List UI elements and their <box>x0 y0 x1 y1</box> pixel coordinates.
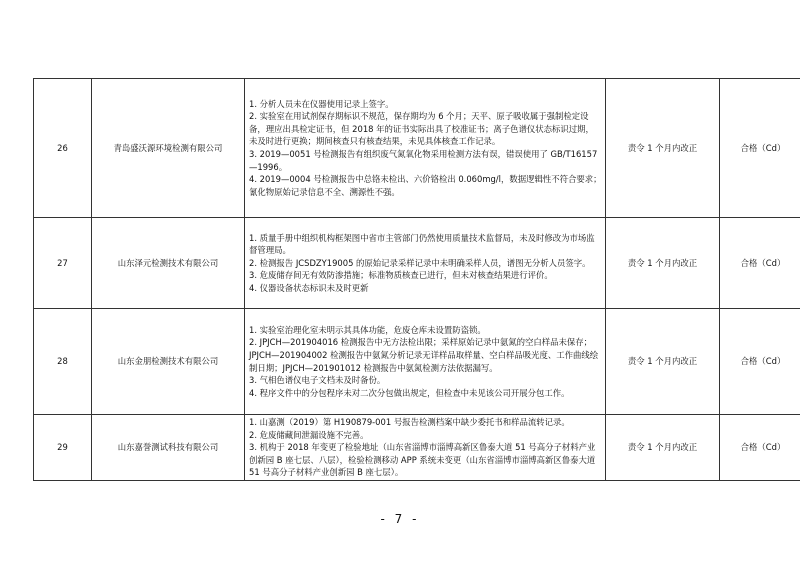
issue-item: 4. 2019—0004 号检测报告中总铬未检出、六价铬检出 0.060mg/l，数据逻辑性不符合要求；氰化物原始记录信息不全、溯源性不强。 <box>249 174 602 197</box>
page-number: - 7 - <box>380 512 420 526</box>
issue-item: 1. 山嘉测（2019）第 H190879-001 号报告检测档案中缺少委托书和样品流转记录。 <box>249 417 570 427</box>
issue-item: 2. 检测报告 JCSDZY19005 的原始记录采样记录中未明确采样人员，谱图无分析人员签字。 <box>249 257 591 268</box>
company-name: 青岛盛沃源环境检测有限公司 <box>92 79 245 218</box>
issue-item: 3. 气相色谱仪电子文档未及时备份。 <box>249 375 386 386</box>
issue-item: 3. 危废储存间无有效防渗措施；标准物质核查已进行，但未对核查结果进行评价。 <box>249 270 553 281</box>
issues-cell <box>245 415 606 481</box>
rectification-action: 责令 1 个月内改正 <box>606 218 720 309</box>
row-number: 27 <box>34 218 92 309</box>
inspection-table <box>33 78 800 481</box>
table-row <box>34 79 800 218</box>
company-name: 山东泽元检测技术有限公司 <box>92 218 245 309</box>
issues-cell <box>245 79 606 218</box>
inspection-result: 合格（Cd） <box>720 309 800 415</box>
rectification-action: 责令 1 个月内改正 <box>606 79 720 218</box>
issue-item: 3. 2019—0051 号检测报告有组织废气氮氧化物采用检测方法有误，错误使用了 GB/T16157—1996。 <box>249 149 598 172</box>
issue-item: 2. JPJCH—201904016 检测报告中无方法检出限；采样原始记录中氨氮的空白样品未保存；JPJCH—201904002 检测报告中氨氮分析记录无详样品取样量、空白样品吸光度、工作曲线绘制日期；JPJCH—201901012 检测报告中氨氮检测方法依据漏写。 <box>249 337 599 373</box>
table-row <box>34 309 800 415</box>
issue-item: 4. 程序文件中的分包程序未对二次分包做出规定，但检查中未见该公司开展分包工作。 <box>249 387 570 398</box>
row-number: 28 <box>34 309 92 415</box>
issue-item: 1. 实验室治理化室未明示其具体功能，危废仓库未设置防盗锁。 <box>249 324 486 335</box>
issue-item: 1. 质量手册中组织机构框架图中省市主管部门仍然使用质量技术监督局，未及时修改为市场监督管理局。 <box>249 232 595 256</box>
row-number: 26 <box>34 79 92 218</box>
company-name: 山东金朋检测技术有限公司 <box>92 309 245 415</box>
issue-item: 2. 危废储藏间泄漏设施不完善。 <box>249 429 369 440</box>
company-name: 山东嘉誉测试科技有限公司 <box>92 415 245 481</box>
issue-item: 1. 分析人员未在仪器使用记录上签字。 <box>249 98 394 109</box>
table-row <box>34 415 800 481</box>
inspection-result: 合格（Cd） <box>720 218 800 309</box>
issue-item: 3. 机构于 2018 年变更了检验地址（山东省淄博市淄博高新区鲁泰大道 51 号高分子材料产业创新园 B 座七层、八层），检验检测移动 APP 系统未变更（山东省淄博市淄博高新区鲁泰大道 51 号高分子材料产业创新园 B 座七层）。 <box>249 442 596 478</box>
issue-item: 2. 实验室在用试剂保存期标识不规范，保存期均为 6 个月；天平、原子吸收属于强制检定设备，理应出具检定证书，但 2018 年的证书实际出具了校准证书；离子色谱仪状态标识过期，未及时进行更换；期间核查只有核查结果，未见具体核查工作记录。 <box>249 111 594 147</box>
issue-item: 4. 仪器设备状态标识未及时更新 <box>249 282 369 293</box>
issues-cell <box>245 309 606 415</box>
inspection-result: 合格（Cd） <box>720 415 800 481</box>
issues-cell <box>245 218 606 309</box>
table-row <box>34 218 800 309</box>
inspection-result: 合格（Cd） <box>720 79 800 218</box>
row-number: 29 <box>34 415 92 481</box>
rectification-action: 责令 1 个月内改正 <box>606 415 720 481</box>
rectification-action: 责令 1 个月内改正 <box>606 309 720 415</box>
